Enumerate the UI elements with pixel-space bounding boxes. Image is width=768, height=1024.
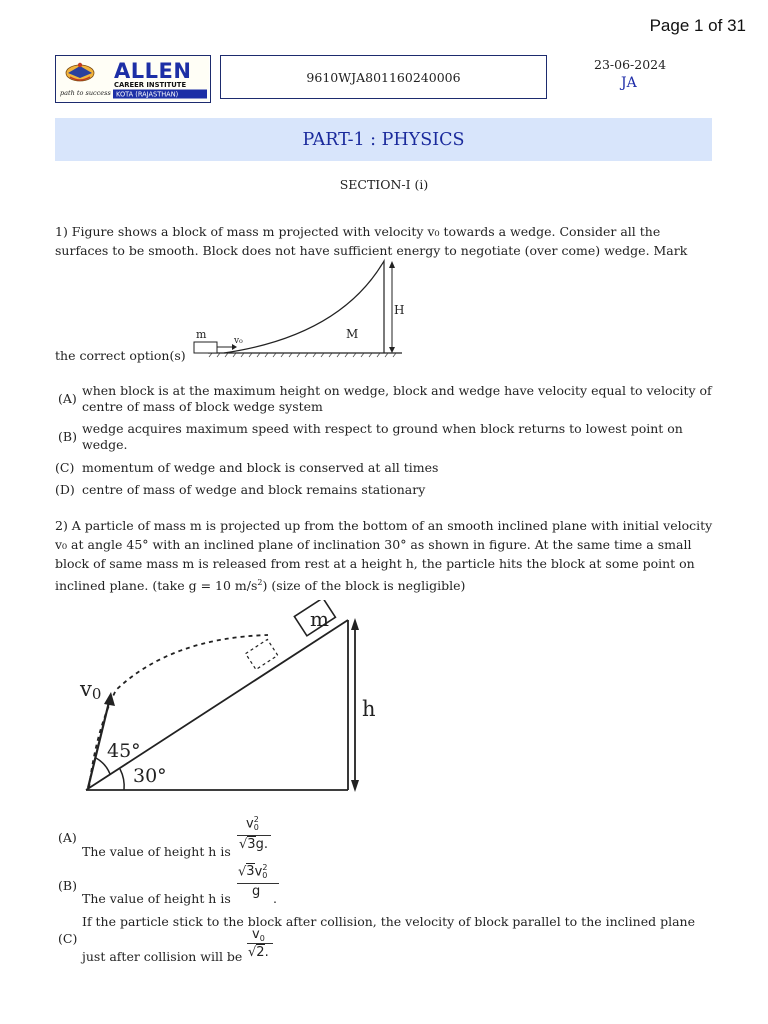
fraction-numerator: $√3v_0^2$	[238, 863, 268, 880]
question-1-text-tail: the correct option(s)	[55, 348, 186, 363]
logo-subtitle: CAREER INSTITUTE	[114, 81, 187, 89]
option-label: (A)	[58, 391, 77, 406]
option-label: (C)	[58, 931, 78, 946]
fraction-denominator: g	[252, 884, 261, 899]
question-2-text-end: ) (size of the block is negligible)	[262, 578, 466, 594]
q2-option-b-text: The value of height h is	[82, 891, 231, 906]
question-paper-code: 9610WJA801160240006	[220, 55, 547, 99]
option-text: centre of mass of wedge and block remains stationary	[82, 482, 426, 497]
block-velocity-label: v₀	[234, 336, 243, 346]
option-label: (B)	[58, 878, 77, 893]
logo-wordmark: ALLEN	[114, 59, 192, 83]
q2-option-a-text: The value of height h is	[82, 844, 231, 859]
wedge-mass-label: M	[346, 327, 359, 341]
q2-option-c-fraction	[247, 927, 281, 967]
exam-language: JA	[621, 75, 637, 91]
question-1-text: 1) Figure shows a block of mass m projected with velocity v₀ towards a wedge. Consider all the surfaces to be smooth. Block does not have sufficient energy to negotiate (over come) wedge. Mark	[55, 224, 688, 258]
allen-logo	[55, 55, 211, 103]
block-mass-label: m	[196, 328, 207, 341]
part-title: PART-1 : PHYSICS	[55, 118, 712, 161]
wedge-height-label: H	[394, 303, 405, 317]
logo-tagline: path to success	[60, 89, 111, 97]
question-2-text-main: 2) A particle of mass m is projected up from the bottom of an smooth inclined plane with initial velocity v₀ at angle 45° with an inclined plane of inclination 30° as shown in figure. At the same time a small block of same mass m is released from rest at a height h, the particle hits the block at some point on inclined plane. (take g = 10 m/s	[55, 518, 713, 594]
wedge-surface	[224, 261, 384, 353]
fraction-denominator: √2.	[248, 945, 269, 960]
option-label: (B)	[58, 429, 77, 444]
option-text: when block is at the maximum height on wedge, block and wedge have velocity equal to velocity of centre of mass of block wedge system	[82, 383, 712, 414]
option-label: (A)	[58, 830, 77, 845]
section-title: SECTION-I (i)	[339, 177, 429, 192]
fraction-denominator: √3g.	[239, 837, 268, 852]
option-text: wedge acquires maximum speed with respect to ground when block returns to lowest point on wedge.	[82, 421, 683, 452]
option-text: momentum of wedge and block is conserved at all times	[82, 460, 439, 475]
angle-45-label: 45°	[107, 740, 141, 762]
block-m-label: m	[310, 607, 329, 631]
v0-label: v0	[80, 677, 102, 703]
q2-option-a-fraction	[237, 815, 271, 859]
inclined-plane-figure	[76, 600, 396, 804]
question-2-text	[55, 516, 715, 595]
fraction-numerator: $v_0$	[252, 927, 265, 943]
option-label: (C)	[55, 460, 75, 475]
q2-option-b-end: .	[273, 891, 277, 906]
q2-option-c-text: If the particle stick to the block after collision, the velocity of block parallel to the inclined plane	[82, 914, 695, 929]
particle-trajectory	[89, 635, 268, 788]
logo-place: KOTA (RAJASTHAN)	[116, 90, 179, 99]
height-h-label: h	[362, 697, 376, 721]
fraction-numerator: $v_0^2$	[246, 815, 259, 832]
question-2-superscript: 2	[257, 578, 263, 587]
incline-surface	[86, 620, 348, 790]
angle-30-label: 30°	[133, 765, 167, 787]
page-indicator: Page 1 of 31	[649, 16, 746, 35]
exam-date: 23-06-2024	[594, 57, 667, 72]
option-label: (D)	[55, 482, 75, 497]
q2-option-c-text-2: just after collision will be	[82, 949, 243, 964]
